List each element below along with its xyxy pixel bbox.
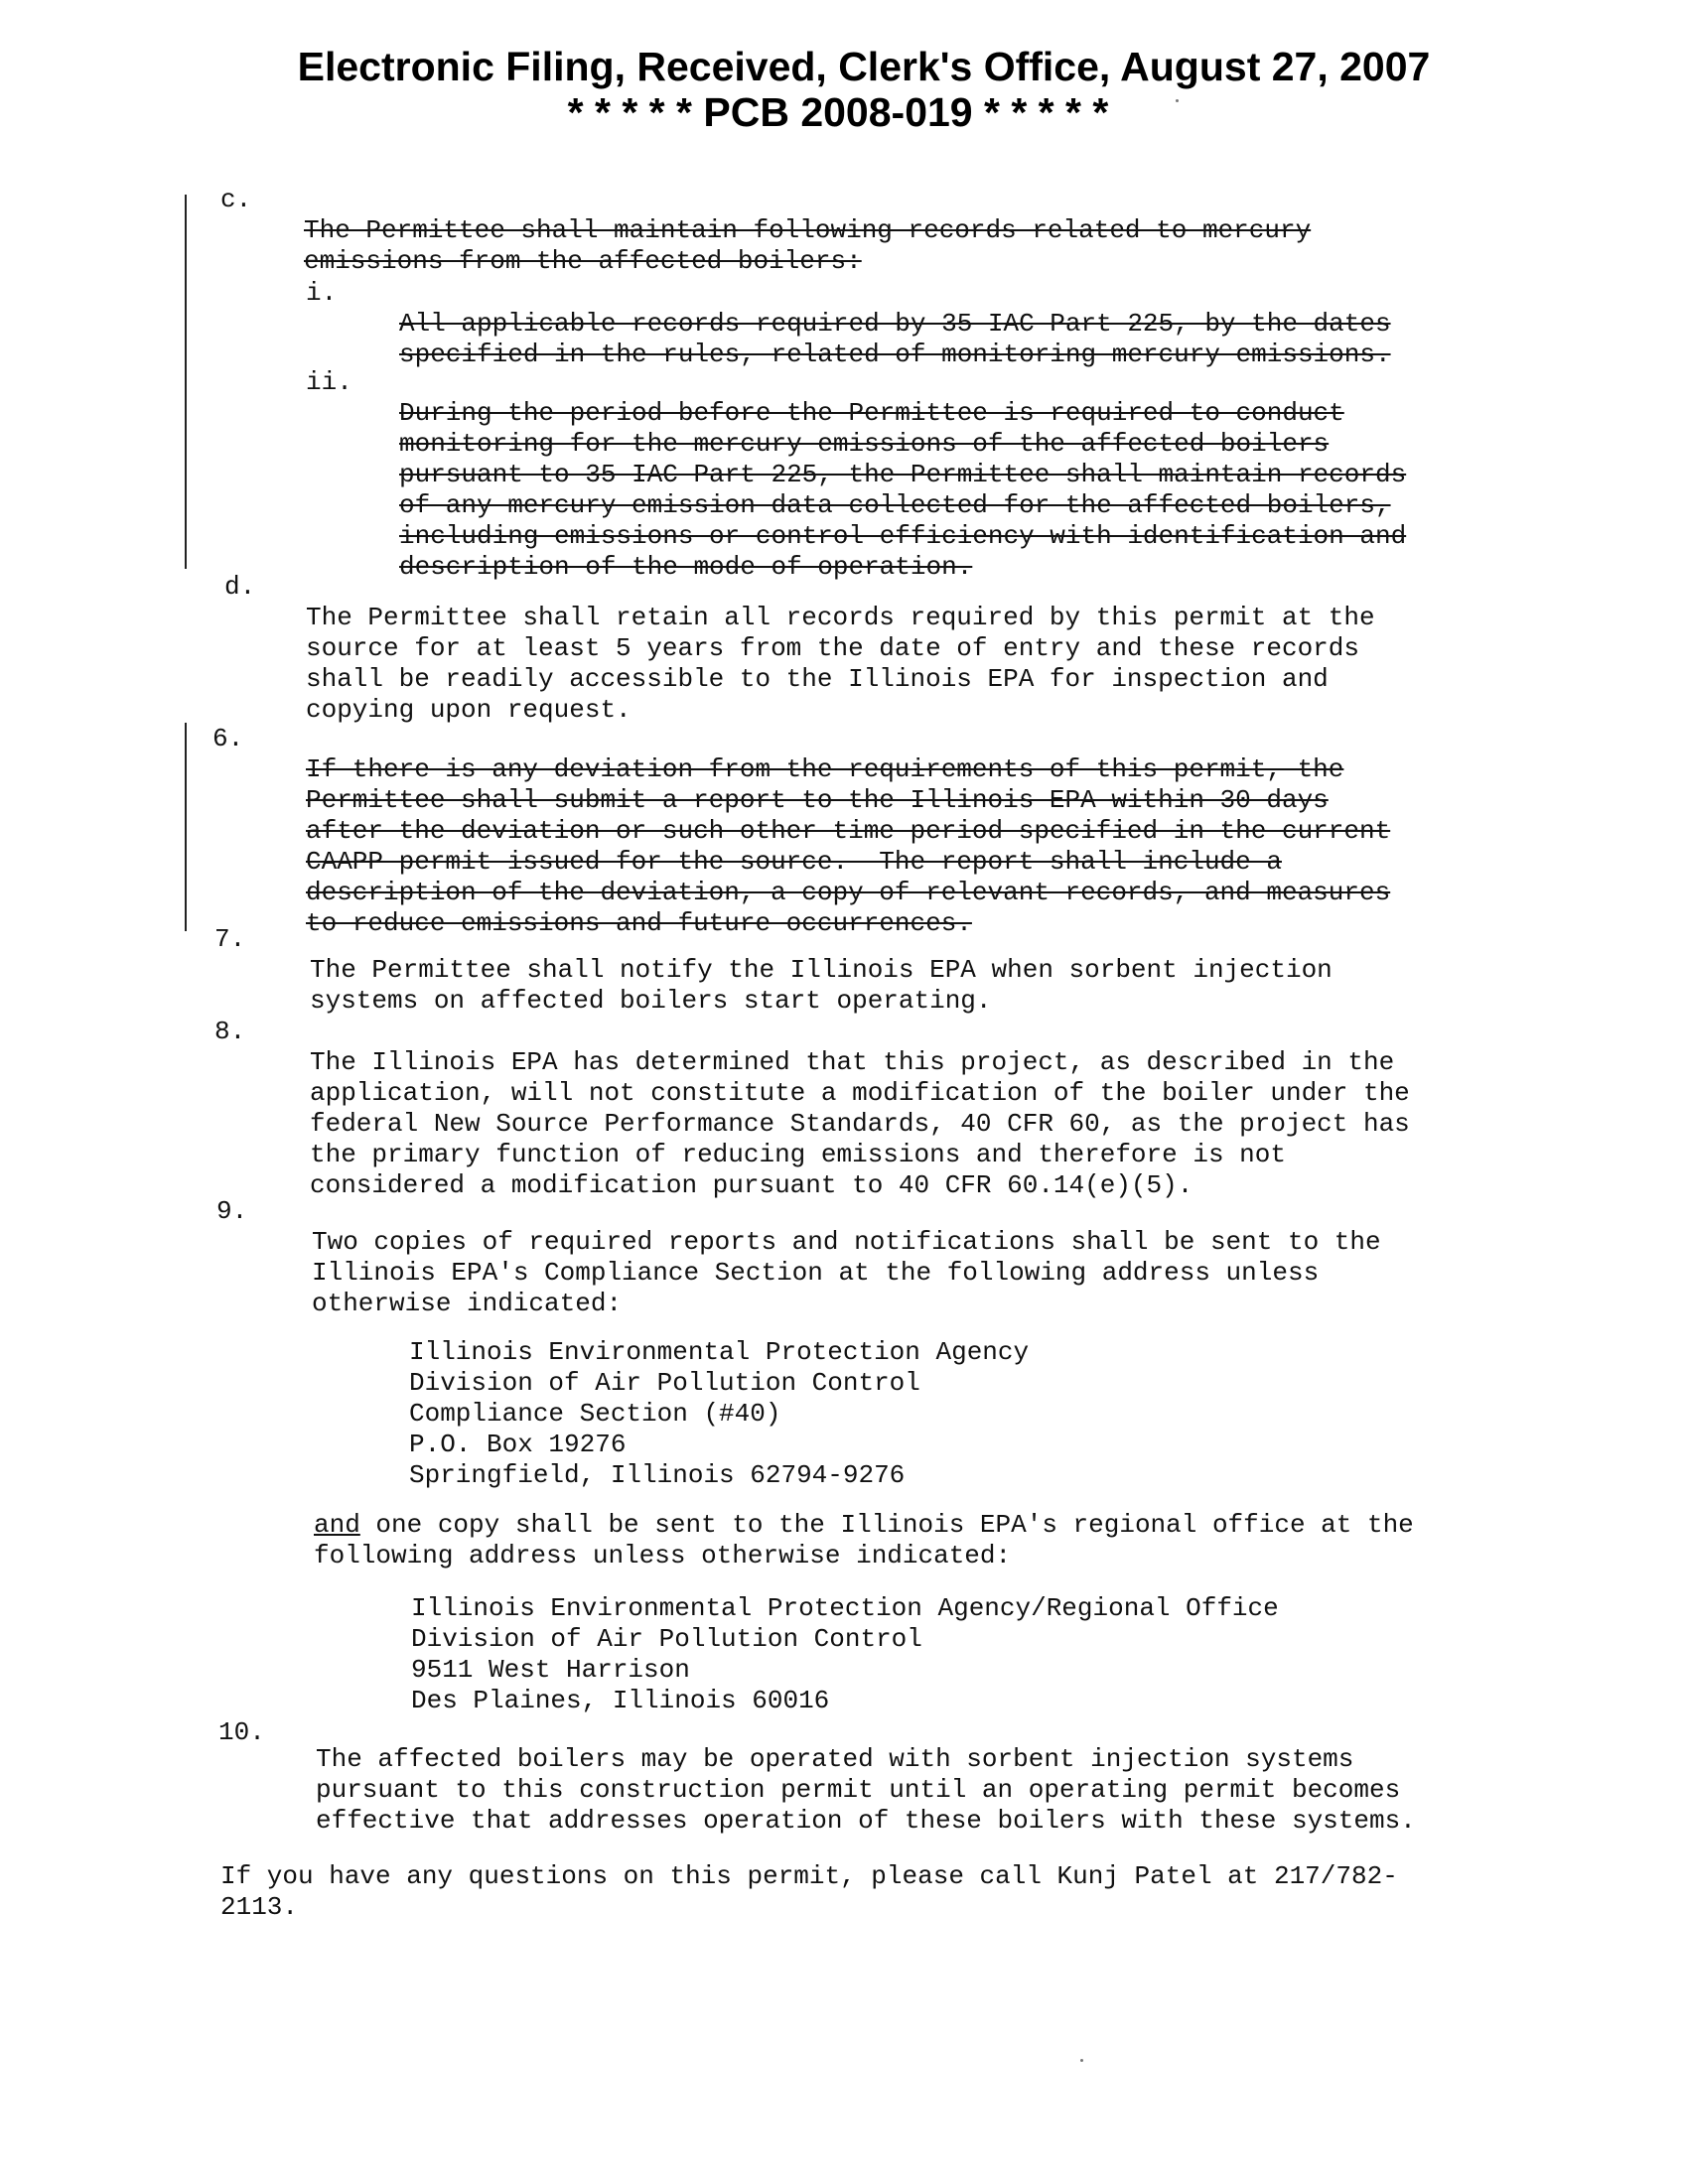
text-line: Two copies of required reports and notifications shall be sent to the [312,1227,1381,1257]
text-line: The Permittee shall maintain following records related to mercury [304,215,1312,245]
text-line: 2113. [220,1892,299,1922]
item-9-text [312,1196,1381,1319]
regional-address [411,1563,1279,1716]
text-line: considered a modification pursuant to 40 CFR 60.14(e)(5). [310,1170,1193,1200]
text-line: shall be readily accessible to the Illinois EPA for inspection and [306,664,1329,694]
item-6-text [306,724,1390,939]
item-c-i-text [399,278,1391,370]
text-line: federal New Source Performance Standards, 40 CFR 60, as the project has [310,1109,1410,1139]
compliance-address [409,1306,1029,1491]
regional-copy-text [314,1479,1414,1571]
text-line: otherwise indicated: [312,1289,623,1318]
and-word: and [314,1510,360,1540]
address-line: Illinois Environmental Protection Agency [409,1337,1030,1367]
case-number: * * * * * PCB 2008-019 * * * * * [567,89,1109,135]
text-line: systems on affected boilers start operating. [310,986,992,1016]
text-line: application, will not constitute a modification of the boiler under the [310,1078,1410,1108]
text-line: to reduce emissions and future occurrences. [306,908,972,938]
text-line: The Permittee shall retain all records required by this permit at the [306,603,1375,632]
closing-text [220,1831,1398,1923]
text-line: source for at least 5 years from the date of entry and these records [306,633,1359,663]
item-c-label: c. [220,185,252,214]
revision-bar-c [185,195,187,569]
text-line: pursuant to this construction permit until an operating permit becomes [316,1775,1401,1805]
text-line: description of the deviation, a copy of relevant records, and measures [306,878,1391,907]
text-line: If you have any questions on this permit, please call Kunj Patel at 217/782- [220,1861,1398,1891]
text-line: pursuant to 35 IAC Part 225, the Permittee shall maintain records [399,460,1407,489]
item-8-label: 8. [214,1017,246,1046]
text-line: The Illinois EPA has determined that this project, as described in the [310,1047,1395,1077]
text-line: During the period before the Permittee is required to conduct [399,398,1344,428]
address-line: Division of Air Pollution Control [411,1624,922,1654]
text-line: CAAPP permit issued for the source. The report shall include a [306,847,1282,877]
item-d-text [306,572,1375,726]
item-10-text [316,1713,1416,1837]
address-line: 9511 West Harrison [411,1655,690,1685]
scan-speck [1176,99,1179,102]
text-line: including emissions or control efficiency with identification and [399,521,1407,551]
address-line: Springfield, Illinois 62794-9276 [409,1460,906,1490]
scan-speck [1080,2059,1083,2062]
text-line: description of the mode of operation. [399,552,973,582]
filing-header: Electronic Filing, Received, Clerk's Office, August 27, 2007 [297,44,1431,89]
text-line: monitoring for the mercury emissions of the affected boilers [399,429,1330,459]
text-line: specified in the rules, related of monitoring mercury emissions. [399,340,1391,369]
and-rest: one copy shall be sent to the Illinois EPA's regional office at the [359,1510,1414,1540]
address-line: Des Plaines, Illinois 60016 [411,1686,830,1715]
address-line: P.O. Box 19276 [409,1430,627,1459]
text-line: If there is any deviation from the requirements of this permit, the [306,754,1344,784]
item-d-label: d. [224,572,256,602]
revision-bar-6 [185,723,187,931]
item-c-ii-text [399,367,1406,583]
item-8-text [310,1017,1410,1201]
text-line: The affected boilers may be operated with sorbent injection systems [316,1744,1354,1774]
text-line [314,1510,1414,1541]
text-line: Permittee shall submit a report to the Illinois EPA within 30 days [306,785,1329,815]
item-7-label: 7. [214,924,246,954]
text-line: effective that addresses operation of these boilers with these systems. [316,1806,1416,1836]
text-line: the primary function of reducing emissions and therefore is not [310,1140,1286,1169]
text-line: The Permittee shall notify the Illinois EPA when sorbent injection [310,955,1333,985]
item-7-text [310,924,1333,1017]
text-line: Illinois EPA's Compliance Section at the following address unless [312,1258,1320,1288]
text-line: of any mercury emission data collected for the affected boilers, [399,490,1391,520]
address-line: Division of Air Pollution Control [409,1368,920,1398]
item-c-text [304,185,1311,277]
text-line: All applicable records required by 35 IAC Part 225, by the dates [399,309,1391,339]
text-line: after the deviation or such other time period specified in the current [306,816,1391,846]
item-10-label: 10. [218,1717,265,1747]
item-6-label: 6. [212,724,244,753]
item-9-label: 9. [216,1196,248,1226]
item-c-ii-label: ii. [306,367,352,397]
text-line: emissions from the affected boilers: [304,246,862,276]
text-line: copying upon request. [306,695,632,725]
item-c-i-label: i. [306,278,338,308]
address-line: Illinois Environmental Protection Agency/Regional Office [411,1593,1279,1623]
text-line: following address unless otherwise indicated: [314,1541,1012,1570]
address-line: Compliance Section (#40) [409,1399,781,1429]
